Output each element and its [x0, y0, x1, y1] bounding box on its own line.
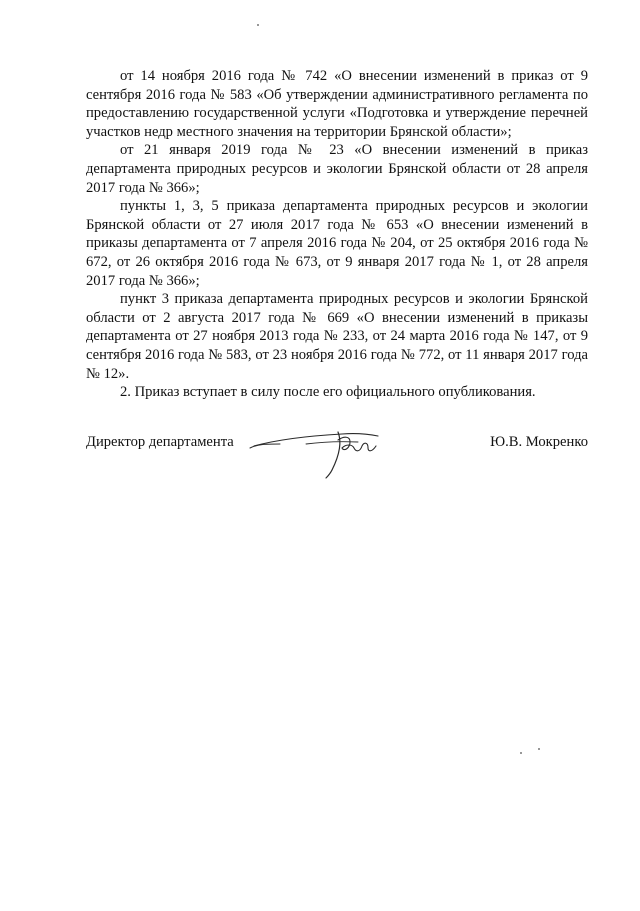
paragraph-effective-date: 2. Приказ вступает в силу после его официального опубликования. [120, 384, 536, 401]
document-body [86, 67, 588, 402]
paragraph-order-23: от 21 января 2019 года № 23 «О внесении изменений в приказ департамента природных ресурсов и экологии Брянской области от 28 апреля 2017 года № 366»; [86, 142, 588, 196]
signatory-name: Ю.В. Мокренко [490, 434, 588, 450]
signatory-position: Директор департамента [86, 434, 234, 450]
paragraph-order-742: от 14 ноября 2016 года № 742 «О внесении изменений в приказ от 9 сентября 2016 года № 583 «Об утверждении административного регламента по предоставлению государственной услуги «Подготовка и утверждение перечней участков недр местного значения на территории Брянской области»; [86, 68, 588, 140]
signature-block [86, 422, 588, 482]
scan-speck [520, 752, 522, 754]
handwritten-signature-icon [246, 422, 396, 482]
paragraph-order-653: пункты 1, 3, 5 приказа департамента природных ресурсов и экологии Брянской области от 27 июля 2017 года № 653 «О внесении изменений в приказы департамента от 7 апреля 2016 года № 204, от 25 октября 2016 года № 672, от 26 октября 2016 года № 673, от 9 января 2017 года № 1, от 28 апреля 2017 года № 366»; [86, 198, 588, 289]
paragraph-order-669: пункт 3 приказа департамента природных ресурсов и экологии Брянской области от 2 августа 2017 года № 669 «О внесении изменений в приказы департамента от 27 ноября 2013 года № 233, от 24 марта 2016 года № 147, от 9 сентября 2016 года № 583, от 23 ноября 2016 года № 772, от 11 января 2017 года № 12». [86, 291, 588, 382]
scan-speck [538, 748, 540, 750]
scan-speck [257, 24, 259, 26]
